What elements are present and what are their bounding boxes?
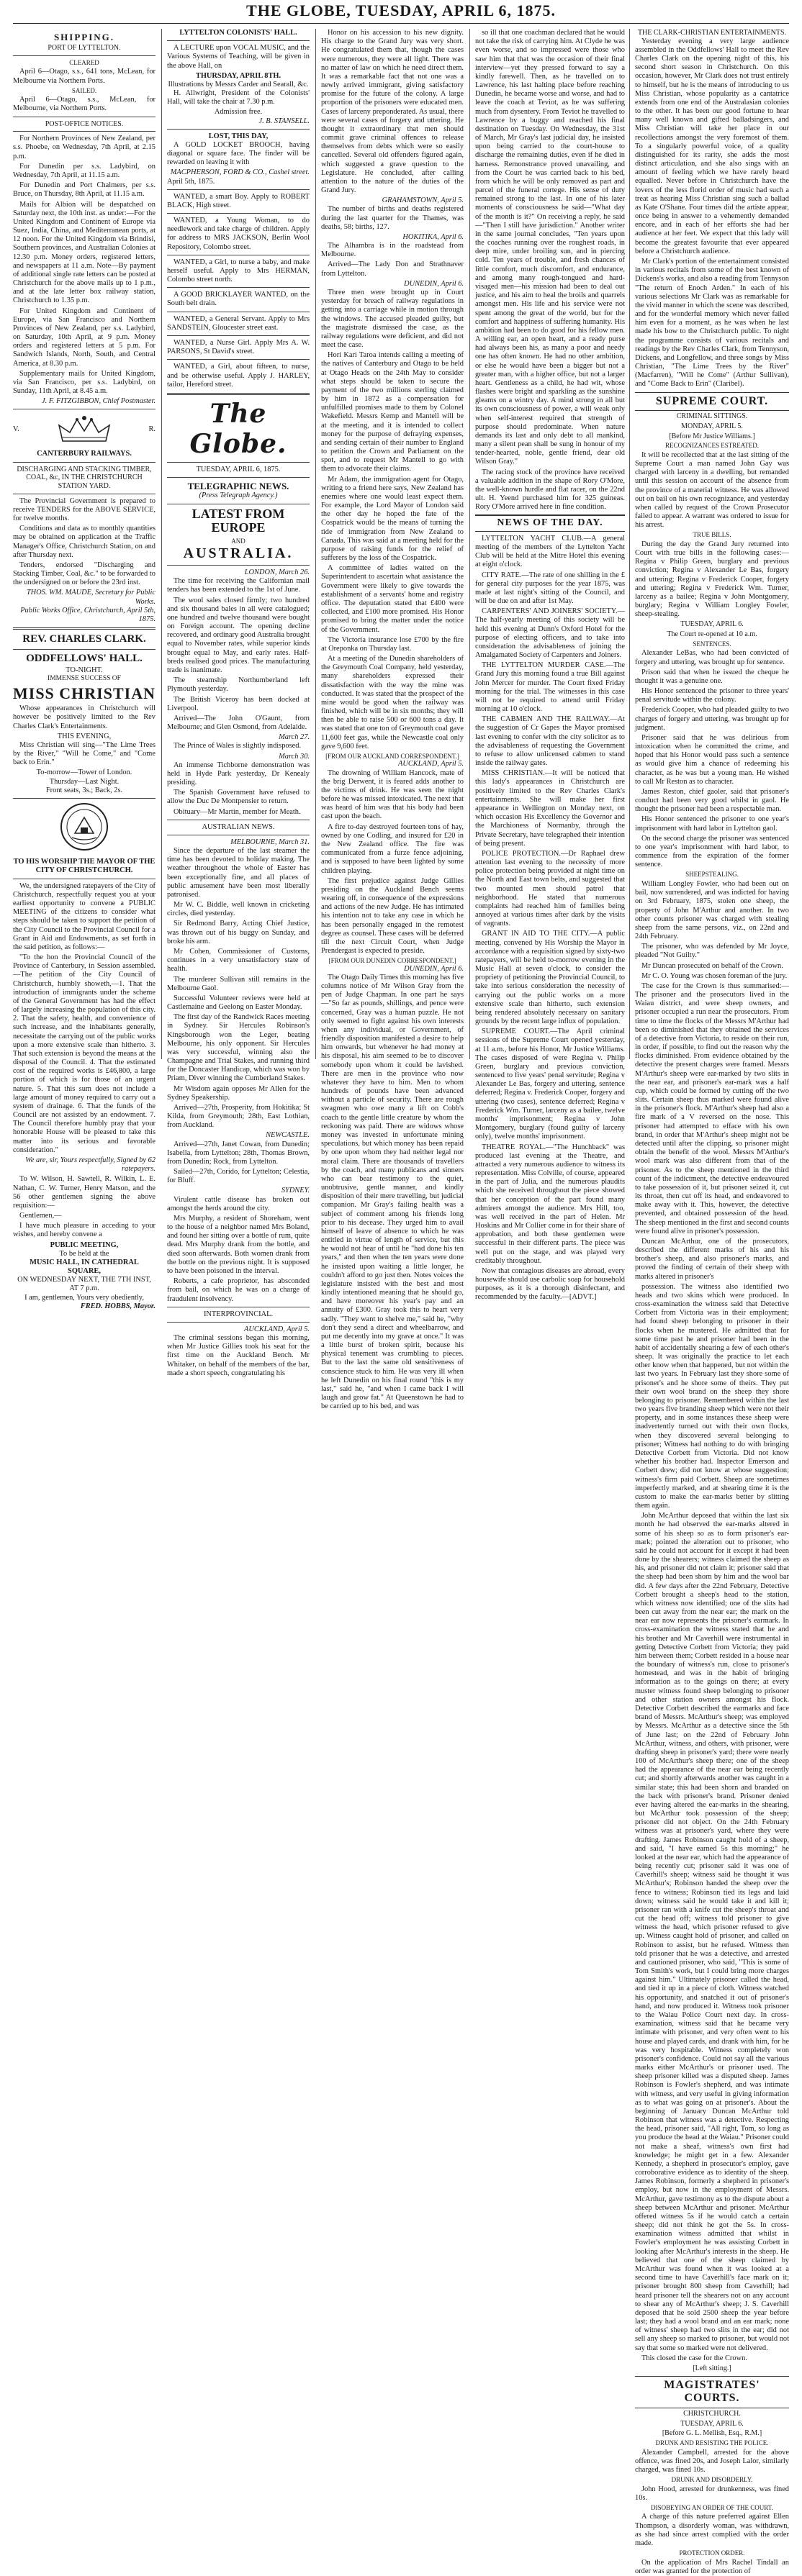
wanted-ad: WANTED, a General Servant. Apply to Mrs SANDSTEIN, Gloucester street east. xyxy=(167,314,310,332)
stansell-signature: J. B. STANSELL. xyxy=(258,117,310,125)
news-text: An immense Tichborne demonstration was held in Hyde Park yesterday, Dr Kenealy presiding. xyxy=(167,761,310,787)
immense-label: IMMENSE SUCCESS OF xyxy=(48,675,121,683)
news-text: The Prince of Wales is slightly indisposed. xyxy=(174,742,302,750)
clark-christian-heading: THE CLARK-CHRISTIAN ENTERTAINMENTS. xyxy=(637,29,787,37)
news-text: The Spanish Government have refused to allow the Duc De Montpensier to return. xyxy=(167,789,310,806)
colonists-text: A LECTURE upon VOCAL MUSIC, and the Various Systems of Teaching, will be given in the above Hall, on xyxy=(167,44,310,70)
criminal-sittings-heading: CRIMINAL SITTINGS. xyxy=(676,412,748,421)
news-item: CARPENTERS' AND JOINERS' SOCIETY.—The half-yearly meeting of this society will be held this evening at Dunn's Oxford Hotel for the purpose of electing officers, and to take into consideration the advisableness of joining the Amalgamated Society of Carpenters and Joiners. xyxy=(475,607,625,660)
court-judge: [Before G. L. Mellish, Esq., R.M.] xyxy=(662,2429,762,2438)
dateline: March 27. xyxy=(279,733,310,742)
divider xyxy=(167,359,310,360)
clark-heading: REV. CHARLES CLARK. xyxy=(22,633,146,645)
news-text: The Alhambra is in the roadstead from Melbourne. xyxy=(321,242,464,259)
masthead: THE GLOBE, TUESDAY, APRIL 6, 1875. xyxy=(246,1,556,19)
divider xyxy=(13,627,156,630)
news-of-the-day-heading: NEWS OF THE DAY. xyxy=(475,514,625,531)
post-notice: For Dunedin per s.s. Ladybird, on Wednesday, 7th April, at 11.15 a.m. xyxy=(13,162,156,179)
crown-icon xyxy=(52,414,117,445)
column-5 xyxy=(635,29,789,2575)
news-text: Since the departure of the last steamer the time has been devoted to holiday making. The weather throughout the whole of Easter has been exceptionally fine, and all places of public amusement have been most liberally patronised. xyxy=(167,847,310,899)
review-text: Mr Clark's portion of the entertainment consisted in various recitals from some of the best known of Dickens's works, and also a reading from Tennyson "The return of Enoch Arden." In each of his various selections Mr Clark was as remarkable for the vivid manner in which the scene was described, and for the wonderful memory which never failed him even for a moment, as he was when he last made his bow to the Christchurch public. To night the programme consists of various recitals and readings by the Rev Charles Clark, from Tennyson, Dickens, and Longfellow, and three songs by Miss Christian, "The Lime Trees by the River" (Macfarren), "Will he Come" (Arthur Sullivan), and "Come Back to Erin" (Claribel). xyxy=(635,257,789,389)
mayor-heading: TO HIS WORSHIP THE MAYOR OF THE CITY OF CHRISTCHURCH. xyxy=(13,858,156,875)
column-4 xyxy=(475,29,625,1302)
dateline: HOKITIKA, April 6. xyxy=(402,232,464,241)
news-text: The number of births and deaths registered during the last quarter for the Thames, was deaths, 58; births, 127. xyxy=(321,205,464,231)
this-evening: THIS EVENING, xyxy=(57,732,112,740)
news-item: MISS CHRISTIAN.—It will be noticed that this lady's appearances in Christchurch are positively limited to the Rev Charles Clark's entertainments. She will make her first appearance in Wellington on Monday next, on which occasion His Excellency the Governor and the Marchioness of Normanby, through the Private Secretary, have telegraphed their intention of being present. xyxy=(475,769,625,848)
news-text: Sailed—27th, Corido, for Lyttelton; Celestia, for Bluff. xyxy=(167,1168,310,1185)
divider xyxy=(13,55,156,56)
divider xyxy=(167,40,310,41)
latest-heading: LATEST FROM EUROPE xyxy=(192,506,285,535)
dateline: AUCKLAND, April 5. xyxy=(397,760,464,768)
mayor-text: "To the hon the Provincial Council of the Province of Canterbury, in Session assembled. —The petition of the City Council of Christchurch, humbly showeth,—1. That the introduction of immigrants under the scheme of the General Government has had the effect of largely increasing the population of this city. 2. That the safety, health, and convenience of such increase, and the inhabitants generally, necessitate the carrying out of the public works upon a more extensive scale than hitherto. 3. That such extension is beyond the means at the disposal of the Council. 4. That the estimated cost of the required works is £46,800, a large portion of which is for those of an urgent nature. 5. That this sum does not include a large amount of money required to carry out a system of drainage. 6. That the funds of the Council are not assisted by an endowment. 7. The Council therefore humbly pray that your honorable House will be pleased to take this matter into its serious and favorable consideration." xyxy=(13,953,156,1154)
wanted-ad: WANTED, a Girl, about fifteen, to nurse, and be otherwise useful. Apply J. HARLEY, tailor, Hereford street. xyxy=(167,363,310,389)
column-rule xyxy=(469,29,470,1059)
divider xyxy=(13,649,156,650)
christian-text: Thursday—Last Night. xyxy=(49,777,120,786)
railways-text: Tenders, endorsed "Discharging and Stacking Timber, Coal, &c." to be forwarded to the undersigned on or before the 23rd inst. xyxy=(13,561,156,587)
tonight-label: TO-NIGHT. xyxy=(66,666,103,675)
cleared-heading: CLEARED xyxy=(69,58,99,66)
court-date: TUESDAY, APRIL 6. xyxy=(680,620,744,629)
divider xyxy=(167,565,310,566)
court-judge: [Before Mr Justice Williams.] xyxy=(669,432,755,440)
column-rule xyxy=(315,29,316,1059)
news-text: At a meeting of the Dunedin shareholders of the Greymouth Coal Company, held yesterday, many shareholders expressed their dissatisfaction with the way the mine was conducted. It was stated that the prospect of the mine would be good when the railway was finished, which will be in six months; they will then be able to raise 500 or 600 tons a day. It was stated that one ton of Greymouth coal gave 11,600 feet gas, while the Newcastle coal only gave 9,600 feet. xyxy=(321,655,464,750)
news-text: The wool sales closed firmly; two hundred and six thousand bales in all were catalogued; one hundred and twelve thousand were bought on Foreign account. The opening decline recovered, and ordinary good Australia brought equal to November rates, while superior kinds brought equal to May, and early rates. Half-breds realised good prices. The manufacturing trade is inanimate. xyxy=(167,596,310,674)
news-text: The Otago Daily Times this morning has five columns notice of Mr Wilson Gray from the pen of Judge Chapman. In one part he says—"So far as pounds, shillings, and pence were concerned, Gray was a human puzzle. He not only seemed to fight against his own interests when any individual, or Government, of friendly disposition manifested a desire to help him onwards, but whenever he had money at his disposal, his aim seemed to be to discover somebody upon whom it could be lavished. There are men in the province who now whatever they have to him. Men to whom hundreds of pounds have been advanced without a particle of security. There are rough swagmen who owe many a lift on Cobb's coach to the gentle little creature by whom the reckoning was paid. There are widows whose money was invested in unfortunate mining speculations, but which money has been repaid by one upon whom they had neither legal nor moral claim. There are thousands of travellers by the coach, and many publicans and sinners who can bear testimony to the quiet, unobtrusive, gentle manner, and kindly disposition of their mere travelling, but judicial companion. Mr Gray's failing health was a subject of comment among his friends long prior to his decease. They urged him to avail himself of leave of absence to which he was entitled in virtue of length of service, but this he would not hear of until he "had done his ten years," and then when the ten years were done he insisted upon waiting a little longer, he couldn't afford to go just then. Notes voices the legislature insisted with the best and most kindly intentioned meaning that he should go, and have moreover his year's pay and an annuity of £300. Gray took this to heart very sadly. "They want to shelve me," said he, "why don't they send a direct and wheelbarrow, and put me decently into my grave at once." It was a little burst of broken spirit, because his physical tenement was crumbling to pieces. But to the last the same old sensitiveness of conscience stuck to him. He was very ill when he left Dunedin on his final round "this is my last," said he, "and when I came back I will laugh and grow fat." At Queenstown he had to be carried up to his bed, and was xyxy=(321,973,464,1411)
news-text: Three men were brought up in Court yesterday for breach of railway regulations in getting into a carriage while in motion through the windows. The accused pleaded guilty, but the magistrate dismissed the case, as the railway regulations were deficient, and did not meet the case. xyxy=(321,288,464,350)
colonists-hall-heading: LYTTELTON COLONISTS' HALL. xyxy=(179,29,297,37)
court-text: On the application of Mrs Rachel Tindall an order was granted for the protection of xyxy=(635,2558,789,2575)
lost-date: April 5th, 1875. xyxy=(167,177,215,186)
news-text: The steamship Northumberland left Plymouth yesterday. xyxy=(167,676,310,694)
colonists-date: THURSDAY, APRIL 8TH. xyxy=(195,71,281,80)
dateline: DUNEDIN, April 6. xyxy=(404,279,464,288)
dateline: GRAHAMSTOWN, April 5. xyxy=(382,196,464,205)
court-text: It will be recollected that at the last sitting of the Supreme Court a man named John Gay was charged with larceny in a dwelling, but remanded until this session on account of the absence from the province of a material witness. He was allowed out on bail on his own recognizance, and yesterday when called by request of the Crown Prosecutor failed to appear. A warrant was ordered to issue for his arrest. xyxy=(635,450,789,530)
court-text: His Honor sentenced the prisoner to one year's imprisonment with hard labor in Lyttelton gaol. xyxy=(635,815,789,833)
city-seal-icon xyxy=(59,802,109,852)
divider xyxy=(167,477,310,478)
railways-text: The Provincial Government is prepared to receive TENDERS for the ABOVE SERVICE, for twelve months. xyxy=(13,496,156,523)
news-text: The first day of the Randwick Races meeting in Sydney. Sir Hercules Robinson's Kingsborough won the Leger, beating Melbourne, his only opponent. Sir Hercules was very successful, winning also the Champagne and Trial Stakes, and running third for the Doncaster Handicap, which was won by Priam, Diver winning the Cumberland Stakes. xyxy=(167,1013,310,1083)
divider xyxy=(167,287,310,288)
mayor-text: We are, sir, Yours respectfully, Signed by 62 ratepayers. xyxy=(25,1156,156,1174)
wanted-ad: WANTED, a Girl, to nurse a baby, and make herself useful. Apply to Mrs HERMAN, Colombo street north. xyxy=(167,258,310,284)
post-notice: For Northern Provinces of New Zealand, per s.s. Phoebe, on Wednesday, 7th April, at 2.15 p.m. xyxy=(13,135,156,160)
column-3 xyxy=(321,29,464,1411)
music-hall: MUSIC HALL, IN CATHEDRAL SQUARE, xyxy=(30,1258,139,1276)
railways-heading: CANTERBURY RAILWAYS. xyxy=(37,450,132,458)
court-text: John McArthur deposed that within the last six month he had observed the ear-marks altered in some of his sheep so as to form prisoner's ear-mark; pointed the alteration out to prisoner, who said he could not account for it except it had been done by the shearers; witness claimed the sheep as his, and prisoner did not claim it; prisoner said that the sheep had been shorn by him and the wool bar did. A few days after the 22nd February, Detective Corbett brought a sheep's head to the station, which witness now identified; one of the slits had been cut away from the near ear; the mark on the near ear now represents the prisoner's earmark. In cross-examination the witness stated that he and his brother and Mr Caverhill were instrumental in getting Detective Corbett from Victoria; they paid him between them; Corbett resided in a house near the boundary of witness's run, close to prisoner's homestead, and was in the habit of bringing information as to the goings on there; at every muster witness found sheep belonging to prisoner and other station owners amongst his flock. Detective Corbett described the earmarks and face brand of Messrs. McArthur's sheep; was employed by Messrs. McArthur as a detective since the 5th of June last; on the 22nd of February John McArthur, witness, and others, with prisoner, were drafting sheep in prisoner's yard; there were nearly 100 of McArthur's sheep there; one of the sheep had the appearance of the near ear being recently cut; and shortly afterwards another was caught in a similar state; this had been shorn and branded on the back with prisoner's brand. Prisoner denied ever having altered the ear-marks in the shearing, but McArthur took possession of the sheep; prisoner did not object. On the 24th February witness was at prisoner's yard, where they were drafting. James Robinson caught hold of a sheep, and said, "I have earned 5s this morning;" he looked at the near ear, which had the appearance of being recently cut; prisoner said it was one of Caverhill's sheep; witness said he thought it was McArthur's; Robinson handed the sheep over the fence to witness; Robinson tied its legs and laid down; witness said he would take it and kill it; prisoner ran with a knife cut the sheep's throat and cut the head off; witness told prisoner to give witness the head, which prisoner refused to give up. Witness caught hold of prisoner, and called on Robinson to assist, but he refused. Witness then told prisoner that he was a detective, and arrested and cautioned prisoner, who said, "This is some of Tom Smith's work, but I could bring more charges against him." Ultimately prisoner called the head, and tied it up in a piece of cloth. Witness watched his opportunity, and snatched it out of prisoner's hand, and now produced it. Witness took prisoner to the Waiau Police Court next day. In cross-examination, witness said that he became very intimate with prisoner, and very often went to his house and played cards, and drank with him, for he was very hospitable. Witness completely won prisoner's confidence. Could not say all the various marks either McArthur's or prisoner used. The sheep prisoner killed was a disputed sheep. James Robinson is Fowler's shepherd, and was intimate with witness, and very useful in giving information as to what was going on at prisoner's. About the beginning of January Duncan McArthur told Robinson that witness was a detective. Respecting the head, prisoner said, "All right, Tom, so long as you produce the head at the Waiau." Prisoner could not make a sheaf, witness's own first had knowledge; he might get in a few. Alexander Kennedy, a shepherd in prosecutor's employ, gave corroborative evidence as to identity of the sheep. James Robinson, formerly a shepherd in prisoner's employ, but now in the employment of Messrs. McArthur, gave testimony as to the dispute about a sheep between McArthur and prisoner. McArthur offered witness 5s if he would catch a certain sheep; did not think he got the 5s. In cross-examination witness admitted that whilst in Fowler's employment he was assisting Corbett in looking after McArthur's interests in the sheep. He believed that one of the sheep claimed by McArthur was found when it was looked at a second time to have Caverhill's face mark on it; prisoner brought 800 sheep from Caverhill; had heard prisoner tell the shearers not on any account to shear any of McArthur's sheep; J. S. Caverhill deposed that he sold 2500 sheep the year before last; they had a wool brand and an ear mark; none of witness' sheep had two slits in the ear; did not sell any sheep so marked to prisoner, but would not say that some so marked were not delivered. xyxy=(635,1512,789,2352)
court-text: The case for the Crown is thus summarised:—The prisoner and the prosecutors lived in the Waiau district, and were sheep owners, and prisoner occupied a run near the prosecutors. From time to time the flocks of the Messrs M'Arthur had been so diminished that they obtained the services of a detective from Victoria, to reside on their run, in order, if possible, to find out the reason why the flocks diminished. From evidence obtained by the detective the present charges were framed. Messrs M'Arthur's sheep were ear-marked by two slits in the near ear, and prisoner's ear-mark was a half cup, which could be formed by cutting off the two slits. Certain sheep thus marked were found alive in the prisoner's flock. M'Arthur's sheep had also a fire mark of a V reversed on the nose. This prisoner had attempted to efface with his own brand, in order that M'Arthur's sheep might not be detected until after the clipping, so prisoner might obtain the benefit of the wool. Messrs M'Arthur's wool mark was also different from that of the prisoner. As to the sheep mentioned in the third count of the indictment, the detective endeavoured to take possession of it, but prisoner seized it, cut its throat, then cut off its head, and endeavored to make away with it. This, however, the detective prevented, and obtained possession of the head. The sheep mentioned in the first and second counts were found alive in prisoner's possession. xyxy=(635,981,789,1235)
news-item: THE CABMEN AND THE RAILWAY.—At the suggestion of Cr Gapes the Mayor promised last evening to confer with the city solicitor as to the advisableness of requesting the Government to refuse to allow unlicensed cabmen to stand inside the railway gates. xyxy=(475,715,625,768)
true-bills-heading: TRUE BILLS. xyxy=(693,531,731,539)
divider xyxy=(167,393,310,395)
wednesday-date: ON WEDNESDAY NEXT, THE 7TH INST, AT 7 p.m. xyxy=(17,1276,151,1293)
sailed-text: April 6—Otago, s.s., McLean, for Melbourne, via Northern Ports. xyxy=(13,96,156,113)
dateline: March 30. xyxy=(279,752,310,761)
column-1 xyxy=(13,29,156,1310)
emblem-v: V. xyxy=(13,425,19,434)
court-text: On the second charge the prisoner was sentenced to one year's imprisonment with hard labor, to commence from the expiration of the former sentence. xyxy=(635,834,789,869)
court-text: Prison said that when he issued the cheque he thought it was a genuine one. xyxy=(635,668,789,685)
news-text: The time for receiving the Californian mail tenders has been extended to the 1st of June. xyxy=(167,577,310,594)
railways-text: Conditions and data as to monthly quantities may be obtained on application at the Traffic Manager's Office, Christchurch Station, on and after Thursday next. xyxy=(13,525,156,559)
city-seal xyxy=(13,802,156,855)
shipping-heading: SHIPPING. xyxy=(53,32,115,42)
news-text: Arrived—27th, Prosperity, from Hokitika; St Kilda, from Greymouth; 28th, East Lothian, from Auckland. xyxy=(167,1103,310,1130)
post-office-heading: POST-OFFICE NOTICES. xyxy=(45,119,124,128)
colonists-text: H. Allwright, President of the Colonists' Hall, will take the chair at 7.30 p.m. xyxy=(167,89,310,106)
post-notice: For Dunedin and Port Chalmers, per s.s. Bruce, on Thursday, 8th April, at 11.15 a.m. xyxy=(13,181,156,199)
court-text: His Honor sentenced the prisoner to three years' penal servitude within the colony. xyxy=(635,687,789,704)
left-sitting: [Left sitting.] xyxy=(693,2364,731,2372)
railways-office: Public Works Office, Christchurch, April 5th, 1875. xyxy=(20,606,156,623)
news-item: THE LYTTELTON MURDER CASE.—The Grand Jury this morning found a true Bill against John Mercer for murder. The Court fixed Friday morning for the trial. The witnesses in this case will not be required to attend until Friday morning at 10 o'clock. xyxy=(475,661,625,714)
news-text: Honor on his accession to his new dignity. His charge to the Grand Jury was very short. He congratulated them that, though the cases were numerous, they were all light. There was no matter of law on which he need direct them. It was a remarkable fact that not one was a newly arrived immigrant, giving satisfactory promise for the future of the colony. A large proportion of the prisoners were educated men. Cases of larceny preponderated. As usual, there were several cases of forgery and uttering. He thought it extraordinary that men should commit grave criminal offences to release themselves from debts which were so easily cancelled. Several old offenders figured again, which suggested a grave question to the Legislature. He concluded, after calling attention to the nature of the duties of the Grand Jury. xyxy=(321,29,464,195)
wanted-ad: WANTED, a Young Woman, to do needlework and take charge of children. Apply for address to MRS JACKSON, Berlin Wool Repository, Colombo street. xyxy=(167,217,310,251)
christian-text: Front seats, 3s.; Back, 2s. xyxy=(45,786,123,794)
press-agency: (Press Telegraph Agency.) xyxy=(199,491,278,500)
divider xyxy=(167,1322,310,1323)
christian-text: Whose appearances in Christchurch will however be positively limited to the Rev Charles Clark's Entertainments. xyxy=(13,704,156,730)
news-text: A committee of ladies waited on the Superintendent to ascertain what assistance the Government were likely to give towards the establishment of a servants' home and registry office. The deputation stated that £400 were collected, and £100 more promised. His Honor promised to bring the matter under the notice of the Government. xyxy=(321,564,464,634)
news-item: POLICE PROTECTION.—Dr Raphael drew attention last evening to the necessity of more police protection being provided at night time on the North and East town belts, and suggested that two mounted men should patrol that neighborhood. He stated that numerous complaints had reached him of families being annoyed at various times after dark by the visits of vagrants. xyxy=(475,849,625,928)
sentences-heading: SENTENCES. xyxy=(693,640,731,648)
gentlemen-closing: I am, gentlemen, Yours very obediently, xyxy=(24,1293,144,1302)
emblem-r: R. xyxy=(148,425,156,434)
news-text: The British Viceroy has been docked at Liverpool. xyxy=(167,695,310,712)
review-text: Yesterday evening a very large audience assembled in the Oddfellows' Hall to meet the Rev Charles Clark on the opening night of this, his second short season in Christchurch. On this occasion, however, Mr Clark does not trust entirely to himself, but he is the means of introducing to us Miss Christian, whose popularity as a cantatrice extends from one end of the Australasian colonies to the other. It has been our good fortune to hear many well known and gifted balladsingers, and Miss Christian will take her place in our recollections amongst the very foremost of them. To a singularly powerful voice, of a quality distinguished for its rarity, she adds the most distinct articulation, and she also sings with an amount of feeling which we have rarely heard equalled. Never before in Christchurch have the lovers of the less florid order of music had such a treat as hearing Miss Christian sing such a ballad as Kate O'Shane. Four times did the artiste appear, once being in answer to a vehemently demanded encore, and in each of her efforts she had her audience at her feet. We expect that this lady will become the greatest favourite that ever appeared before a Christchurch audience. xyxy=(635,37,789,255)
post-notice: Mails for Albion will be despatched on Saturday next, the 10th inst. as under:—For the United Kingdom and Continent of Europe via Suez, India, China, and Mediterranean ports, at 12 noon. For the United Kingdom via Brindisi, Southern provinces, and Australian Colonies at 12.30 p.m. Money orders, registered letters, and newspapers at 11 a.m. Note—By payment of additional single rate letters can be posted at Christchurch for the above mails up to 1 p.m., and at the late letter box railway station, Christchurch to 1.35 p.m. xyxy=(13,200,156,305)
royal-arms-emblem xyxy=(13,414,156,445)
news-text: Mr Cohen, Commissioner of Customs, continues in a very unsatisfactory state of health. xyxy=(167,947,310,974)
lost-heading: LOST, THIS DAY, xyxy=(208,132,269,140)
divider xyxy=(13,798,156,799)
cleared-text: April 6—Otago, s.s., 641 tons, McLean, for Melbourne via Northern Ports. xyxy=(13,68,156,85)
sailed-heading: SAILED. xyxy=(71,86,97,94)
telegraphic-heading: TELEGRAPHIC NEWS. xyxy=(187,481,289,492)
divider xyxy=(13,131,156,132)
admission-label: Admission free. xyxy=(214,108,263,117)
news-text: Arrived—The John O'Gaunt, from Melbourne; and Glen Osmond, from Adelaide. xyxy=(167,714,310,732)
and-label: AND xyxy=(231,538,245,545)
news-text: The racing stock of the province have received a valuable addition in the shape of Rory O'More, the well-known hurdle and flat racer, on the 22nd ult. H. Yeend purchased him for 325 guineas. Rory O'More arrived here in fine condition. xyxy=(475,468,625,512)
australian-news-heading: AUSTRALIAN NEWS. xyxy=(202,822,275,831)
news-text: A fire to-day destroyed fourteen tons of hay, owned by one Codling, and insured for £20 in the New Zealand office. The fire was communicated from a furze fence adjoining, and is supposed to have been lighted by some children playing. xyxy=(321,822,464,875)
post-notice: Supplementary mails for United Kingdom, via San Francisco, per s.s. Ladybird, on Sunday, 11th April, at 8.45 a.m. xyxy=(13,369,156,396)
mayor-text: I have much pleasure in acceding to your wishes, and hereby convene a xyxy=(13,1222,156,1239)
court-text: William Longley Fowler, who had been out on bail, now surrendered, and was indicted for having on 3rd February, 1875, stolen one sheep, the property of John M'Arthur and another. In two other counts prisoner was charged with stealing sheep from the same persons, viz., on 22nd and 24th February. xyxy=(635,880,789,941)
news-item: SUPREME COURT.—The April criminal sessions of the Supreme Court opened yesterday, at 11 a.m., before his Honor, Mr Justice Williams. The cases disposed of were Regina v. Philip Green, burglary and previous conviction, sentenced to five years' penal servitude; Regina v Alexander Le Bas, forgery and uttering, sentence deferred; Regina v. Frederick Cooper, forgery and uttering (two cases), sentence deferred; Regina v Frederick Wm. Turner, larceny as a bailee, twelve months' imprisonment; Regina v John Montgomery, burglary (found guilty of larceny only), twelve months' imprisonment. xyxy=(475,1028,625,1141)
wanted-ad: WANTED, a smart Boy. Apply to ROBERT BLACK, High street. xyxy=(167,192,310,209)
christchurch-heading: CHRISTCHURCH. xyxy=(683,2410,741,2418)
court-text: possession. The witness also identified two heads and two skins which were produced. In cross-examination the witness said that Detective Corbett from Victoria was in their employment; had found sheep belonging to prisoner in their flocks when he mustered. He admitted that for some time past he and prisoner had been in the habit of accidentally shearing a few of each other's sheep. It was originally the practice to let each other know when that happened, but not within the last two years. In February last they shore some of prisoner's and he shore some of theirs. They put their own wool brand on the sheep they shore belonging to prisoner. Remembered within the last two years five branding sheep which were not their property, and in some instances these sheep were inadvertently turned out with their own flocks, when they discovered several belonging to prisoner; Witness had nothing to do with bringing Detective Corbett from Victoria. Did not know whether his brother had. Inspector Emerson and Corbett drew; did not know at whose suggestion; witness's firm paid Corbett. Sheep are sometimes imperfectly marked, and at shearing time it is the custom to make the ear-marks better by slitting them again. xyxy=(635,1282,789,1510)
christian-text: Miss Christian will sing—"The Lime Trees by the River," "Will he Come," and "Come back to Erin." xyxy=(13,740,156,767)
divider xyxy=(167,462,310,463)
court-text: John Hood, arrested for drunkenness, was fined 10s. xyxy=(635,2485,789,2502)
held-at: To be held at the xyxy=(59,1249,109,1258)
public-meeting: PUBLIC MEETING, xyxy=(50,1241,119,1249)
news-text: Obituary—Mr Martin, member for Meath. xyxy=(174,807,301,816)
colonists-text: Illustrations by Messrs Carder and Searall, &c. xyxy=(168,80,309,89)
news-text: Virulent cattle disease has broken out amongst the herds around the city. xyxy=(167,1195,310,1212)
postmaster-signature: J. F. FITZGIBBON, Chief Postmaster. xyxy=(42,397,156,406)
news-item: CITY RATE.—The rate of one shilling in the £ for general city purposes for the year 1875, was made at last night's sitting of the Council, and will be due on and after 1st May. xyxy=(475,571,625,606)
news-text: Arrived—27th, Janet Cowan, from Dunedin; Isabella, from Lyttelton; 28th, Thomas Brown, from Dunedin; Rock, from Lyttelton. xyxy=(167,1140,310,1166)
news-text: Mrs Murphy, a resident of Shoreham, went to the house of a neighbor named Mrs Boland, and found her sitting over a bottle of rum, quite dead. Mrs Murphy drank from the bottle, and died soon afterwards. Both women drank from the bottle on the previous night. It is supposed to have been poisoned in the interval. xyxy=(167,1214,310,1275)
court-text: James Reston, chief gaoler, said that prisoner's conduct had been very good whilst in gaol. He thought the prisoner had been a respectable man. xyxy=(635,787,789,814)
court-text: Alexander LeBas, who had been convicted of forgery and uttering, was brought up for sentence. xyxy=(635,649,789,666)
dateline: DUNEDIN, April 6. xyxy=(404,964,464,973)
news-item: GRANT IN AID TO THE CITY.—A public meeting, convened by His Worship the Mayor in accordance with a requisition signed by sixty-two ratepayers, will be held to-morrow evening in the Music Hall at seven o'clock, to consider the propriety of petitioning the Provincial Council, to take into serious consideration the necessity of carrying out the public works on a more extensive scale than hitherto, such extension being rendered absolutely necessary on sanitary grounds by the recent large influx of population. xyxy=(475,930,625,1026)
australia-heading: AUSTRALIA. xyxy=(183,545,294,561)
lost-text: A GOLD LOCKET BROOCH, having diagonal or square face. The finder will be rewarded on leaving it with xyxy=(167,140,310,167)
court-text: Prisoner said that he was delirious from intoxication when he committed the crime, and hoped that his Honor would pass such a sentence as would give him a chance of redeeming his character, as he was but a young man. He wished to call Mr Reston as to character. xyxy=(635,733,789,786)
news-text: The first prejudice against Judge Gillies presiding on the Auckland Bench seems wearing off, in consequence of the expressions and actions of the new Judge. He has intimated his intention not to take any case in which he has been personally engaged in the remotest degree as counsel. These cases will be deferred till the next Circuit Court, when Judge Prendergast is expected to preside. xyxy=(321,876,464,956)
divider xyxy=(167,189,310,190)
post-notice: For United Kingdom and Continent of Europe, via San Francisco and Northern Provinces of New Zealand, per s.s. Ladybird, on Saturday, 10th April, at 9 p.m. Money orders and registered letters at 5 p.m. For Sandwich Islands, North, South, and Central America, at 8.30 p.m. xyxy=(13,307,156,368)
offence-heading: PROTECTION ORDER. xyxy=(679,2549,745,2557)
news-text: Successful Volunteer reviews were held at Castlemaine and Geelong on Easter Monday. xyxy=(167,994,310,1012)
railways-signature: THOS. WM. MAUDE, Secretary for Public Works. xyxy=(26,589,156,606)
news-text: Mr Wisdom again opposes Mr Allen for the Sydney Speakership. xyxy=(167,1084,310,1102)
globe-logo: The Globe. xyxy=(189,398,287,459)
correspondent-heading: [FROM OUR AUCKLAND CORRESPONDENT.] xyxy=(325,752,459,760)
court-text: This closed the case for the Crown. xyxy=(641,2354,747,2362)
magistrates-courts-heading: MAGISTRATES' COURTS. xyxy=(635,2376,789,2408)
news-text: so ill that one coachman declared that he would not take the risk of carrying him. At Clyde he was even worse, and so impressed were those who saw him that that was the occasion of their final interview—yet they pressed forward to say a kindly farewell. Then, as he travelled on to Lawrence, his last halting place before reaching Dunedin, he became worse and worse, and had to leave the coach at Teviot, as he was suffering much from dysentery. From Teviot he travelled to Lawrence by a buggy and reached his final destination on Tuesday. On Wednesday, the 31st of March, Mr Gray's last judicial day, he insisted upon being carried to the court-house to discharge the remaining duties, even if he died in harness. Remonstrance proved unavailing, and from the Court he was carried back to his bed, from which he will be only removed as part and parcel of the funeral cortege. His sense of duty remained strong to the last. In one of his later moments of consciousness he said—"What day of the month is it?" On receiving a reply, he said—"Then I still have jurisdiction." Another writer in the same journal concludes, "Ten years upon the coaches running over the roughest roads, in deep mire, under broiling sun, and in piercing cold. Ten years of trouble, and fresh chances of little comfort, much discomfort, and endurance, and among many rough-tongued and hard-visaged men—his mission had been to deal out justice, and his aim to heal the broils and quarrels amongst men. His life and his service were not spent among the great of the world, but for the comfort and happiness of suffering humanity. His ambition had been to do good for his fellow men. A willing ear, an open heart, and a ready purse had always been his, as many a poor and needy one has often known. He had no other ambition, or else he would have been a bigger but not a greater man, with a higher office, but not a larger heart. Gentleness as a child, he had wit, whose flashes were bright and sparkling as the sunshine gleams on a wintry day. A mind strong in all but its own consciousness of power, a will weak only when self-interest required that strength of purpose should predominate. When nature demands its last and only debt to all mankind, many a silent pean shall be sung in honour of my tender-hearted, noble, gentle friend, dear old Wilson Gray." xyxy=(475,29,625,466)
date-line: TUESDAY, APRIL 6, 1875. xyxy=(196,466,281,474)
recognizances-heading: RECOGNIZANCES ESTREATED. xyxy=(665,442,759,450)
news-text: The Victoria insurance lose £700 by the fire at Oreponka on Thursday last. xyxy=(321,635,464,653)
offence-heading: DISOBEYING AN ORDER OF THE COURT. xyxy=(651,2503,773,2511)
news-text: The murderer Sullivan still remains in the Melbourne Gaol. xyxy=(167,975,310,992)
divider xyxy=(13,462,156,463)
dateline: NEWCASTLE. xyxy=(266,1131,310,1140)
court-date: MONDAY, APRIL 5. xyxy=(681,422,743,430)
lost-signature: MACPHERSON, FORD & CO., Cashel street. xyxy=(170,168,310,177)
court-text: Frederick Cooper, who had pleaded guilty to two charges of forgery and uttering, was brought up for judgment. xyxy=(635,706,789,732)
dateline: AUCKLAND, April 5. xyxy=(243,1325,310,1333)
divider xyxy=(167,129,310,130)
news-text: The drowning of William Hancock, mate of the brig Derwent, it is feared adds another to the victims of drink. He was seen the night before he was missed intoxicated. The next that was heard of him was that his body had been cast upon the beach. xyxy=(321,768,464,821)
port-heading: PORT OF LYTTELTON. xyxy=(48,44,121,53)
court-text: Mr C. O. Young was chosen foreman of the jury. xyxy=(641,971,788,980)
court-text: Alexander Campbell, arrested for the above offence, was fined 20s, and Joseph Lalor, similarly charged, was fined 10s. xyxy=(635,2448,789,2474)
interprovincial-heading: INTERPROVINCIAL. xyxy=(203,1310,274,1318)
column-rule xyxy=(629,29,630,1059)
dateline: SYDNEY. xyxy=(281,1187,310,1195)
mayor-signature: FRED. HOBBS, Mayor. xyxy=(80,1302,156,1310)
court-date: TUESDAY, APRIL 6. xyxy=(680,2419,744,2428)
offence-heading: DRUNK AND DISORDERLY. xyxy=(671,2476,753,2484)
court-text: During the day the Grand Jury returned into Court with true bills in the following cases:—Regina v Philip Green, burglary and previous conviction; Regina v Alexander Le Bas, forgery and uttering; Regina v Frederick Cooper, forgery and uttering; Regina v Frederick Wm. Turner, larceny as a bailee; Regina v John Montgomery, burglary; Regina v William Longley Fowler, sheep-stealing. xyxy=(635,540,789,619)
news-text: Mr Adam, the immigration agent for Otago, writing to a friend here says, New Zealand has enemies where one would least expect them. For example, the Lord Mayor of London said the other day he hoped the fate of the Cospatrick would be the means of turning the tide of immigration from New Zealand to Canada. This was said at a meeting held for the purpose of raising funds for the relief of sufferers by the loss of the Cospatrick. xyxy=(321,475,464,563)
court-text: A charge of this nature preferred against Ellen Thompson, a disorderly woman, was withdrawn, as she had since arrest complied with the order made. xyxy=(635,2513,789,2547)
court-text: Mr Duncan prosecuted on behalf of the Crown. xyxy=(641,961,783,970)
railways-subheading: DISCHARGING AND STACKING TIMBER, COAL, &c, IN THE CHRISTCHURCH STATION YARD. xyxy=(17,465,152,490)
column-rule xyxy=(161,29,162,1059)
oddfellows-hall: ODDFELLOWS' HALL. xyxy=(26,652,143,664)
mayor-text: We, the undersigned ratepayers of the City of Christchurch, respectfully request you at your earliest opportunity to convene a PUBLIC MEETING of the citizens to consider what steps should be taken to support the petition of the City Council to the Provincial Council for a Grant in Aid and Endowments, as set forth in the said petition, as follows:— xyxy=(13,881,156,951)
news-text: Sir Redmond Barry, Acting Chief Justice, was thrown out of his buggy on Sunday, and broke his arm. xyxy=(167,920,310,945)
divider xyxy=(167,213,310,214)
supreme-court-heading: SUPREME COURT. xyxy=(635,392,789,412)
news-text: Hori Kari Taroa intends calling a meeting of the natives of Canterbury and Otago to be held at Otago Heads on the 24th May to consider what steps should be taken to secure the payment of the two millions sterling claimed by him in 1872 as a compensation for unfulfilled promises made to them by Colonel Wakefield. Messrs Kemp and Mantell will be at the meeting, and it is intended to collect money for the purpose of defraying expenses, and sending certain of their number to England to petition the Crown and Parliament on the spot, and to request Mr Mantell to go with them to advocate their claims. xyxy=(321,351,464,473)
offence-heading: DRUNK AND RESISTING THE POLICE. xyxy=(655,2439,769,2447)
wanted-ad: A GOOD BRICKLAYER WANTED, on the South belt drain. xyxy=(167,291,310,308)
news-text: Roberts, a cafe proprietor, has absconded from bail, on which he was on a charge of fraudulent insolvency. xyxy=(167,1277,310,1303)
dateline: MELBOURNE, March 31. xyxy=(230,838,310,846)
masthead-rule xyxy=(13,23,789,24)
mayor-text: To W. Wilson, H. Sawtell, R. Wilkin, L. E. Nathan, C. W. Turner, Henry Matson, and the 56 other gentlemen signing the above requisition:— xyxy=(13,1175,156,1210)
sheepstealing-heading: SHEEPSTEALING. xyxy=(685,871,739,879)
court-text: The Court re-opened at 10 a.m. xyxy=(667,630,757,639)
column-2 xyxy=(167,29,310,1377)
wanted-ad: WANTED, a Nurse Girl. Apply Mrs A. W. PARSONS, St David's street. xyxy=(167,338,310,356)
court-text: The prisoner, who was defended by Mr Joyce, pleaded "Not Guilty." xyxy=(635,943,789,960)
news-text: The criminal sessions began this morning, when Mr Justice Gillies took his seat for the first time on the Auckland Bench. Mr Whitaker, on behalf of the members of the bar, made a short speech, congratulating his xyxy=(167,1334,310,1377)
mayor-text: Gentlemen,— xyxy=(19,1212,62,1220)
christian-text: To-morrow—Tower of London. xyxy=(36,768,132,777)
news-item: THEATRE ROYAL.—"The Hunchback" was produced last evening at the Theatre, and attracted a very numerous audience to witness its representation. Miss Colville, of course, appeared in the part of Julia, and the numerous plaudits which she received throughout the piece showed that her conception of the part found many admirers amongst the audience. Mrs Hill, too, was well received in the part of Helen. Mr Hoskins and Mr Collier come in for their share of approbation, and both these gentlemen were successful in their different parts. The piece was well put on the stage, and was played very creditably throughout. xyxy=(475,1143,625,1265)
dateline: LONDON, March 26. xyxy=(244,568,310,577)
correspondent-heading: [FROM OUR DUNEDIN CORRESPONDENT.] xyxy=(328,957,456,965)
news-text: Mr W. C. Biddle, well known in cricketing circles, died yesterday. xyxy=(167,901,310,918)
court-text: Duncan McArthur, one of the prosecutors, described the different marks of his and his brother's sheep, and also prisoner's marks, and proved the finding of certain of their sheep with marks altered in prisoner's xyxy=(635,1237,789,1281)
news-item: Now that contagious diseases are abroad, every housewife should use carbolic soap for household purposes, as it is a thorough disinfectant, and recommended by the faculty.—[ADVT.] xyxy=(475,1266,625,1302)
news-item: LYTTELTON YACHT CLUB.—A general meeting of the members of the Lyttelton Yacht Club will be held at the Mitre Hotel this evening at eight o'clock. xyxy=(475,534,625,569)
divider xyxy=(167,335,310,336)
news-text: Arrived—The Lady Don and Strathnaver from Lyttelton. xyxy=(321,260,464,278)
miss-christian-title: MISS CHRISTIAN xyxy=(13,684,156,703)
